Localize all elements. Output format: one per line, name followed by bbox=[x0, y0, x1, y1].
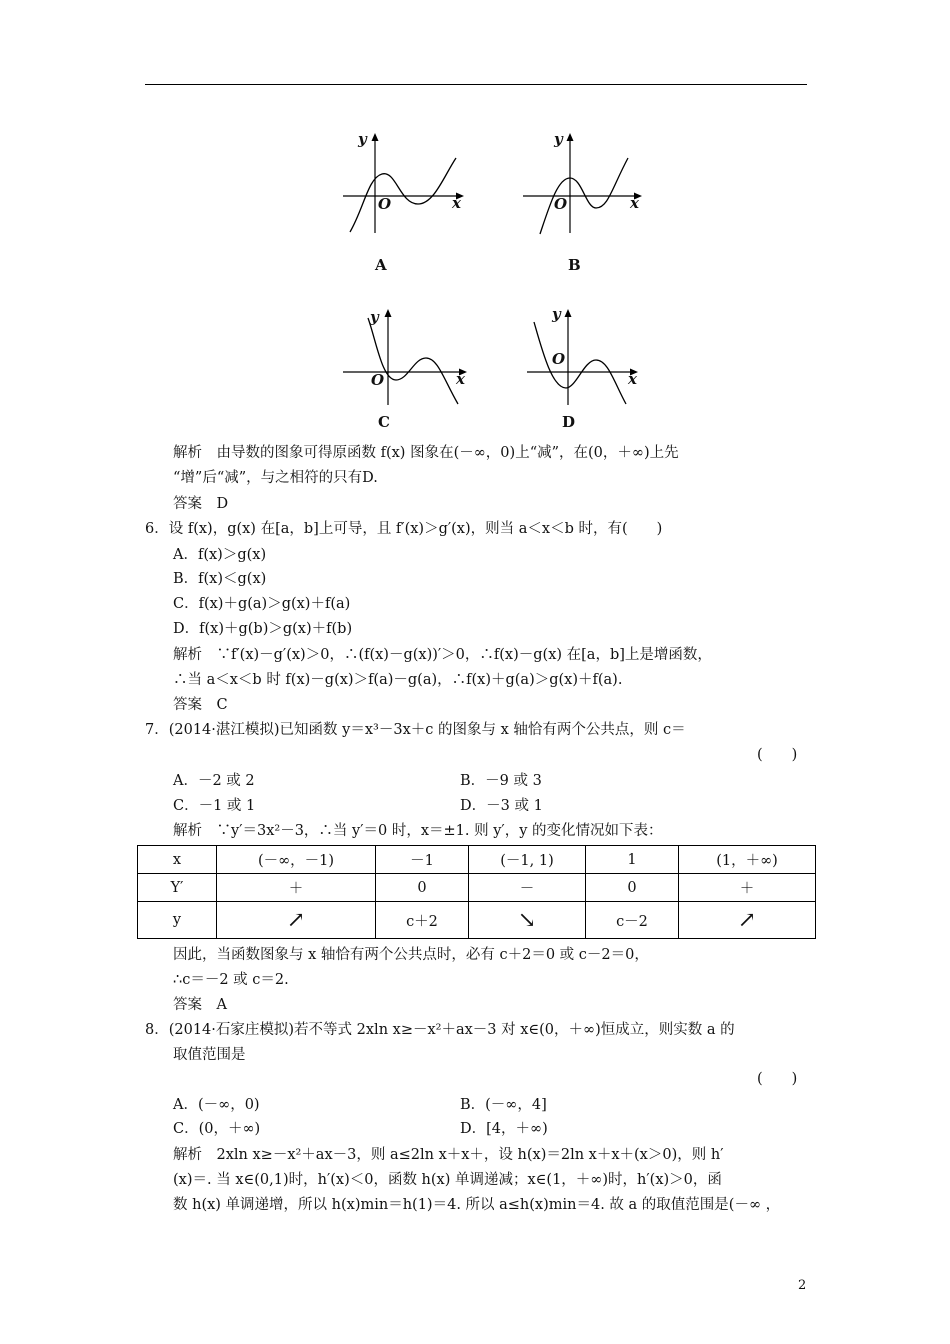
answer-7: 答案 A bbox=[173, 997, 227, 1013]
table-row bbox=[138, 902, 816, 939]
question-6-option-a: A．f(x)＞g(x) bbox=[173, 547, 267, 563]
x-axis-label: x bbox=[630, 194, 639, 212]
origin-label: O bbox=[552, 350, 566, 368]
graph-d-label: D bbox=[562, 413, 576, 431]
question-8-stem-line-1: 8．(2014·石家庄模拟)若不等式 2xln x≥－x²＋ax－3 对 x∈(0，＋∞)恒成立，则实数 a 的 bbox=[145, 1022, 735, 1038]
analysis-5-line-1: 解析 由导数的图象可得原函数 f(x) 图象在(－∞，0)上“减”，在(0，＋∞)上先 bbox=[173, 445, 679, 461]
analysis-7-line-1: 解析 ∵y′＝3x²－3，∴当 y′＝0 时，x＝±1. 则 y′，y 的变化情况如下表： bbox=[173, 823, 663, 839]
question-7-blank: ( ) bbox=[757, 747, 798, 763]
question-7-option-d: D．－3 或 1 bbox=[460, 798, 543, 814]
table-cell: y bbox=[138, 902, 217, 939]
question-8-option-d: D．[4，＋∞) bbox=[460, 1121, 548, 1137]
graph-c bbox=[338, 300, 473, 410]
y-axis-label: y bbox=[552, 305, 561, 323]
table-cell: 1 bbox=[586, 846, 679, 874]
question-6-stem: 6．设 f(x)，g(x) 在[a，b]上可导，且 f′(x)＞g′(x)，则当 a＜x＜b 时，有( ) bbox=[145, 521, 663, 537]
table-cell: c＋2 bbox=[376, 902, 469, 939]
analysis-6-line-2: ∴当 a＜x＜b 时 f(x)－g(x)＞f(a)－g(a)，∴f(x)＋g(a)＞g(x)＋f(a). bbox=[173, 672, 623, 688]
y-axis-label: y bbox=[554, 130, 563, 148]
table-row bbox=[138, 874, 816, 902]
origin-label: O bbox=[378, 195, 392, 213]
question-8-blank: ( ) bbox=[757, 1071, 798, 1087]
y-axis-label: y bbox=[358, 130, 367, 148]
decreasing-arrow: ↘ bbox=[469, 902, 586, 939]
graph-b bbox=[518, 128, 648, 238]
table-cell: ＋ bbox=[679, 874, 816, 902]
analysis-8-line-1: 解析 2xln x≥－x²＋ax－3，则 a≤2ln x＋x＋，设 h(x)＝2ln x＋x＋(x＞0)，则 h′ bbox=[173, 1147, 724, 1163]
question-8-option-b: B．(－∞，4] bbox=[460, 1097, 547, 1113]
x-axis-label: x bbox=[456, 370, 465, 388]
variation-table bbox=[137, 845, 816, 939]
question-8-option-c: C．(0，＋∞) bbox=[173, 1121, 261, 1137]
question-6-option-c: C．f(x)＋g(a)＞g(x)＋f(a) bbox=[173, 596, 351, 612]
analysis-8-line-3: 数 h(x) 单调递增，所以 h(x)min＝h(1)＝4. 所以 a≤h(x)min＝4. 故 a 的取值范围是(－∞ ， bbox=[173, 1197, 781, 1213]
table-cell: x bbox=[138, 846, 217, 874]
question-7-option-b: B．－9 或 3 bbox=[460, 773, 542, 789]
analysis-6-line-1: 解析 ∵f′(x)－g′(x)＞0，∴(f(x)－g(x))′＞0，∴f(x)－g(x) 在[a，b]上是增函数， bbox=[173, 647, 712, 663]
table-cell: (1，＋∞) bbox=[679, 846, 816, 874]
analysis-8-line-2: (x)＝. 当 x∈(0,1)时，h′(x)＜0，函数 h(x) 单调递减；x∈(1，＋∞)时，h′(x)＞0，函 bbox=[173, 1172, 722, 1188]
graph-a-label: A bbox=[375, 256, 387, 274]
analysis-5-line-2: “增”后“减”，与之相符的只有D. bbox=[173, 470, 378, 486]
x-axis-label: x bbox=[628, 370, 637, 388]
question-6-option-b: B．f(x)＜g(x) bbox=[173, 571, 267, 587]
question-7-option-c: C．－1 或 1 bbox=[173, 798, 256, 814]
table-cell: － bbox=[469, 874, 586, 902]
graph-a bbox=[338, 128, 468, 238]
table-cell: Y′ bbox=[138, 874, 217, 902]
table-cell: －1 bbox=[376, 846, 469, 874]
table-row bbox=[138, 846, 816, 874]
answer-5: 答案 D bbox=[173, 496, 229, 512]
graph-b-label: B bbox=[568, 256, 581, 274]
header-rule bbox=[145, 84, 807, 85]
graph-d bbox=[522, 300, 652, 410]
graph-c-label: C bbox=[378, 413, 390, 431]
analysis-7-line-3: ∴c＝－2 或 c＝2. bbox=[173, 972, 289, 988]
analysis-7-line-2: 因此，当函数图象与 x 轴恰有两个公共点时，必有 c＋2＝0 或 c－2＝0， bbox=[173, 947, 649, 963]
table-cell: (－∞，－1) bbox=[217, 846, 376, 874]
question-6-option-d: D．f(x)＋g(b)＞g(x)＋f(b) bbox=[173, 621, 353, 637]
question-7-option-a: A．－2 或 2 bbox=[173, 773, 255, 789]
page-number: 2 bbox=[798, 1278, 807, 1293]
x-axis-label: x bbox=[452, 194, 461, 212]
table-cell: ＋ bbox=[217, 874, 376, 902]
answer-6: 答案 C bbox=[173, 697, 228, 713]
increasing-arrow: ↗ bbox=[217, 902, 376, 939]
question-8-stem-line-2: 取值范围是 bbox=[173, 1047, 246, 1063]
origin-label: O bbox=[371, 371, 385, 389]
question-8-option-a: A．(－∞，0) bbox=[173, 1097, 260, 1113]
table-cell: (－1, 1) bbox=[469, 846, 586, 874]
origin-label: O bbox=[554, 195, 568, 213]
table-cell: 0 bbox=[586, 874, 679, 902]
table-cell: 0 bbox=[376, 874, 469, 902]
table-cell: c－2 bbox=[586, 902, 679, 939]
increasing-arrow: ↗ bbox=[679, 902, 816, 939]
y-axis-label: y bbox=[370, 308, 379, 326]
question-7-stem: 7．(2014·湛江模拟)已知函数 y＝x³－3x＋c 的图象与 x 轴恰有两个公共点，则 c＝ bbox=[145, 722, 686, 738]
